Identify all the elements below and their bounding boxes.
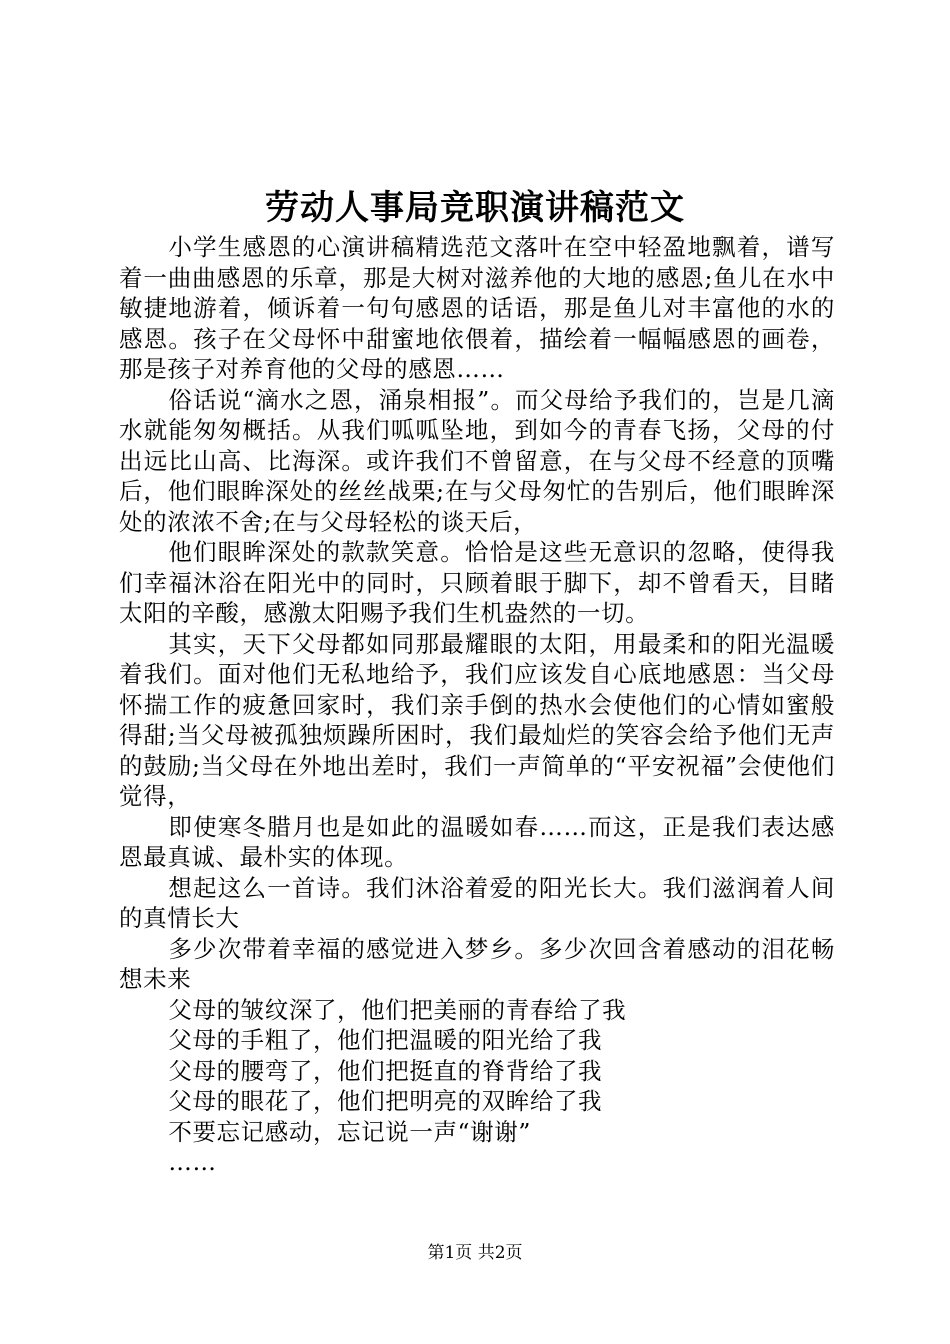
poem-line-1: 父母的皱纹深了，他们把美丽的青春给了我 xyxy=(168,995,627,1024)
paragraph-6: 想起这么一首诗。我们沐浴着爱的阳光长大。我们滋润着人间的真情长大 xyxy=(119,873,835,932)
document-title: 劳动人事局竞职演讲稿范文 xyxy=(265,188,685,228)
paragraph-4: 其实，天下父母都如同那最耀眼的太阳，用最柔和的阳光温暖着我们。面对他们无私地给予，我们应该发自心底地感恩：当父母怀揣工作的疲惫回家时，我们亲手倒的热水会使他们的心情如蜜般得甜;当父母被孤独烦躁所困时，我们最灿烂的笑容会给予他们无声的鼓励;当父母在外地出差时，我们一声简单的“平安祝福”会使他们觉得， xyxy=(119,629,835,810)
poem-line-3: 父母的腰弯了，他们把挺直的脊背给了我 xyxy=(168,1056,603,1085)
paragraph-2: 俗话说“滴水之恩，涌泉相报”。而父母给予我们的，岂是几滴水就能匆匆概括。从我们呱呱坠地，到如今的青春飞扬，父母的付出远比山高、比海深。或许我们不曾留意，在与父母不经意的顶嘴后，他们眼眸深处的丝丝战栗;在与父母匆忙的告别后，他们眼眸深处的浓浓不舍;在与父母轻松的谈天后， xyxy=(119,385,835,536)
paragraph-3: 他们眼眸深处的款款笑意。恰恰是这些无意识的忽略，使得我们幸福沐浴在阳光中的同时，只顾着眼于脚下，却不曾看天，目睹太阳的辛酸，感激太阳赐予我们生机盎然的一切。 xyxy=(119,538,835,627)
poem-line-6: …… xyxy=(168,1148,217,1176)
document-body xyxy=(119,232,835,1178)
poem-line-2: 父母的手粗了，他们把温暖的阳光给了我 xyxy=(168,1026,603,1054)
poem-line-5: 不要忘记感动，忘记说一声“谢谢” xyxy=(168,1117,531,1146)
paragraph-7: 多少次带着幸福的感觉进入梦乡。多少次回含着感动的泪花畅想未来 xyxy=(119,934,835,993)
page-footer: 第1页 共2页 xyxy=(427,1243,523,1263)
paragraph-5: 即使寒冬腊月也是如此的温暖如春……而这，正是我们表达感恩最真诚、最朴实的体现。 xyxy=(119,812,835,871)
paragraph-1: 小学生感恩的心演讲稿精选范文落叶在空中轻盈地飘着，谱写着一曲曲感恩的乐章，那是大树对滋养他的大地的感恩;鱼儿在水中敏捷地游着，倾诉着一句句感恩的话语，那是鱼儿对丰富他的水的感恩。孩子在父母怀中甜蜜地依偎着，描绘着一幅幅感恩的画卷，那是孩子对养育他的父母的感恩…… xyxy=(119,233,835,383)
poem-line-4: 父母的眼花了，他们把明亮的双眸给了我 xyxy=(168,1087,603,1115)
